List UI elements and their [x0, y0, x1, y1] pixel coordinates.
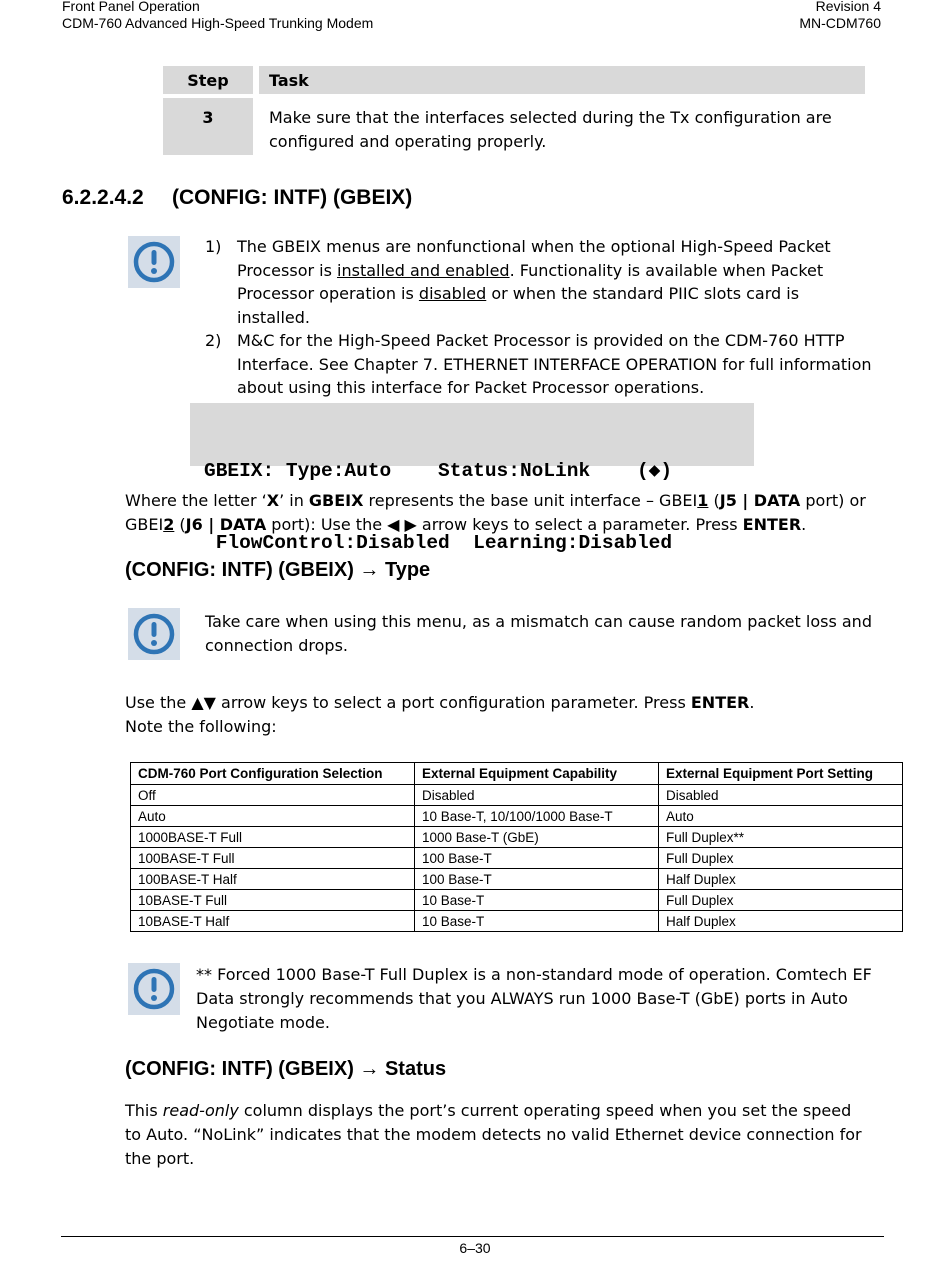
list-item: 2) M&C for the High-Speed Packet Processor is provided on the CDM-760 HTTP Interface. See Chapter 7. ETHERNET INTERFACE OPERATION for full information about using this interface for Packet Processor operations.	[205, 331, 872, 397]
status-description: This read-only column displays the port’s current operating speed when you set the speed to Auto. “NoLink” indicates that the modem detects no valid Ethernet device connection for the port.	[125, 1101, 862, 1168]
underlined-text: installed and enabled	[337, 260, 510, 280]
status-subheading: (CONFIG: INTF) (GBEIX) → Status	[125, 1058, 447, 1080]
step-table	[163, 66, 865, 155]
port-configuration-table	[130, 762, 903, 932]
table-cell: Full Duplex	[659, 848, 903, 869]
table-row	[131, 869, 903, 890]
header-product-name: CDM-760 Advanced High-Speed Trunking Modem	[62, 15, 374, 31]
table-cell: 1000 Base-T (GbE)	[415, 827, 659, 848]
table-cell: Disabled	[659, 785, 903, 806]
table-cell: Auto	[659, 806, 903, 827]
gbeix-description: Where the letter ‘X’ in GBEIX represents the base unit interface – GBEI1 (J5 | DATA port) or GBEI2 (J6 | DATA port): Use the ◀ ▶ arrow keys to select a parameter. Press ENTER.	[125, 491, 866, 534]
table-cell: Disabled	[415, 785, 659, 806]
table-cell: Full Duplex	[659, 890, 903, 911]
column-header: External Equipment Port Setting	[659, 763, 903, 785]
table-cell: 1000BASE-T Full	[131, 827, 415, 848]
table-row	[131, 911, 903, 932]
table-cell: Auto	[131, 806, 415, 827]
important-note-icon	[128, 963, 180, 1015]
page-number: 6–30	[459, 1240, 491, 1256]
note-list	[205, 235, 875, 400]
step-column-header: Step	[163, 66, 259, 94]
page-header-left	[62, 0, 373, 32]
type-instructions: Use the ▲▼ arrow keys to select a port configuration parameter. Press ENTER. Note the following:	[125, 693, 755, 736]
important-note-icon	[128, 236, 180, 288]
step-task: Make sure that the interfaces selected during the Tx configuration are configured and operating properly.	[259, 94, 865, 155]
table-cell: Half Duplex	[659, 911, 903, 932]
table-cell: Off	[131, 785, 415, 806]
header-manual-number: MN-CDM760	[799, 15, 881, 31]
section-title: (CONFIG: INTF) (GBEIX)	[172, 186, 413, 209]
table-cell: 10 Base-T, 10/100/1000 Base-T	[415, 806, 659, 827]
forced-duplex-note: ** Forced 1000 Base-T Full Duplex is a non-standard mode of operation. Comtech EF Data strongly recommends that you ALWAYS run 1000 Base-T (GbE) ports in Auto Negotiate mode.	[196, 965, 872, 1032]
table-cell: 10BASE-T Half	[131, 911, 415, 932]
table-cell: 100 Base-T	[415, 869, 659, 890]
table-cell: Full Duplex**	[659, 827, 903, 848]
column-header: External Equipment Capability	[415, 763, 659, 785]
table-cell: 10 Base-T	[415, 890, 659, 911]
table-cell: 10 Base-T	[415, 911, 659, 932]
task-column-header: Task	[259, 66, 865, 94]
list-item: 1) The GBEIX menus are nonfunctional when the optional High-Speed Packet Processor is installed and enabled. Functionality is available when Packet Processor operation is disabled or when the standard PIIC slots card is installed.	[205, 237, 831, 327]
table-row	[131, 890, 903, 911]
header-section-name: Front Panel Operation	[62, 0, 200, 14]
table-row	[163, 94, 865, 155]
column-header: CDM-760 Port Configuration Selection	[131, 763, 415, 785]
table-cell: 10BASE-T Full	[131, 890, 415, 911]
table-row	[131, 848, 903, 869]
important-note-icon	[128, 608, 180, 660]
table-cell: 100BASE-T Half	[131, 869, 415, 890]
section-heading	[62, 186, 412, 210]
type-subheading: (CONFIG: INTF) (GBEIX) → Type	[125, 559, 431, 581]
table-cell: Half Duplex	[659, 869, 903, 890]
section-number: 6.2.2.4.2	[62, 186, 144, 209]
table-cell: 100BASE-T Full	[131, 848, 415, 869]
type-caution-text: Take care when using this menu, as a mismatch can cause random packet loss and connection drops.	[205, 612, 872, 655]
step-number: 3	[163, 94, 259, 155]
table-row	[131, 806, 903, 827]
table-row	[131, 827, 903, 848]
footer-rule	[61, 1236, 884, 1237]
lcd-line-2: FlowControl:Disabled Learning:Disabled	[204, 532, 673, 554]
table-row	[131, 785, 903, 806]
underlined-text: disabled	[418, 284, 487, 303]
header-revision: Revision 4	[815, 0, 881, 14]
lcd-line-1: GBEIX: Type:Auto Status:NoLink (◆)	[204, 460, 673, 482]
table-cell: 100 Base-T	[415, 848, 659, 869]
page-header-right	[799, 0, 881, 32]
